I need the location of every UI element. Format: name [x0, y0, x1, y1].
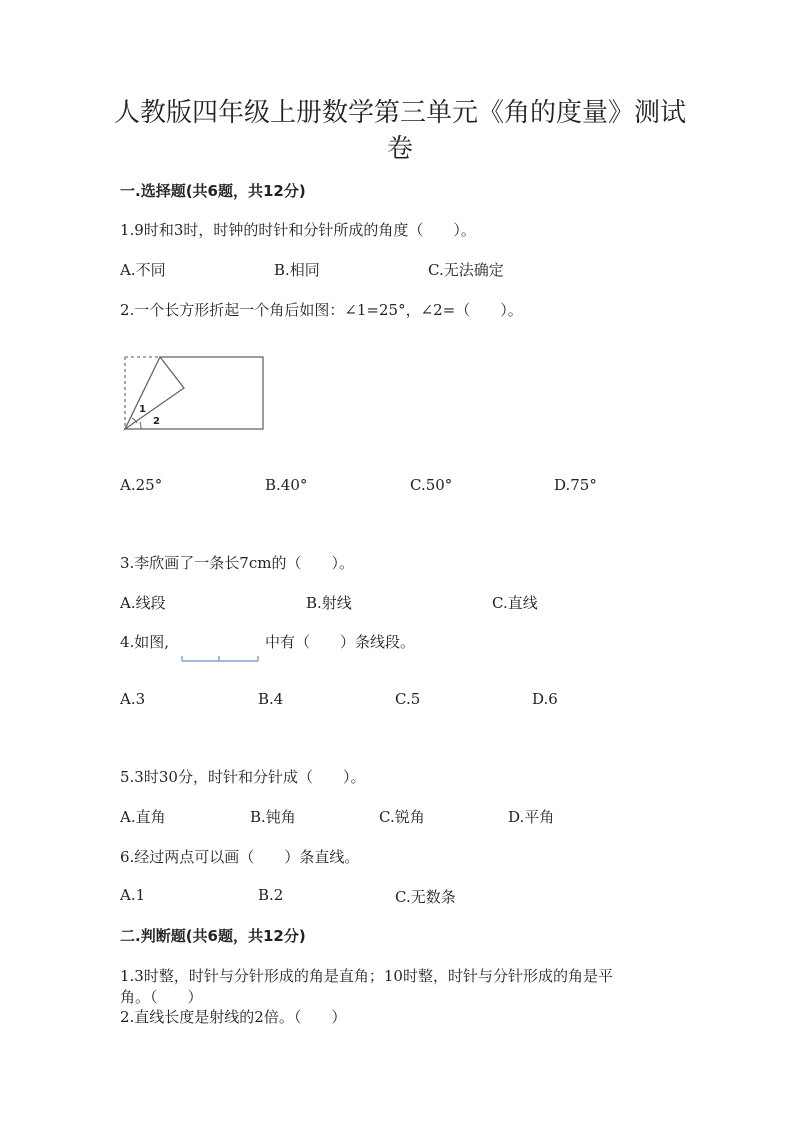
question-2: 2.一个长方形折起一个角后如图：∠1=25°，∠2=（ ）。 [120, 301, 523, 319]
question-5: 5.3时30分，时针和分针成（ ）。 [120, 768, 366, 786]
q6-option-a: A.1 [120, 886, 146, 904]
question-6: 6.经过两点可以画（ ）条直线。 [120, 848, 360, 866]
q3-option-c: C.直线 [492, 594, 538, 612]
q2-option-a: A.25° [120, 476, 163, 494]
q4-option-b: B.4 [258, 690, 284, 708]
angle-2-arc [140, 422, 141, 429]
question-4-prefix: 4.如图, [120, 633, 170, 651]
q2-option-c: C.50° [410, 476, 453, 494]
q5-option-c: C.锐角 [379, 808, 425, 826]
judge-1-line-2: 角。（ ） [120, 988, 203, 1006]
q4-option-c: C.5 [395, 690, 421, 708]
q4-option-d: D.6 [532, 690, 558, 708]
page-title-line-1: 人教版四年级上册数学第三单元《角的度量》测试 [113, 98, 686, 128]
q2-option-b: B.40° [265, 476, 308, 494]
angle-2-label: 2 [153, 416, 160, 427]
segment-figure [180, 654, 262, 664]
page-title-line-2: 卷 [386, 134, 413, 164]
q3-option-b: B.射线 [306, 594, 352, 612]
question-3: 3.李欣画了一条长7cm的（ ）。 [120, 554, 354, 572]
q2-option-d: D.75° [554, 476, 597, 494]
q3-option-a: A.线段 [120, 594, 166, 612]
q5-option-a: A.直角 [120, 808, 166, 826]
q6-option-b: B.2 [258, 886, 284, 904]
judge-1-line-1: 1.3时整，时针与分针形成的角是直角；10时整，时针与分针形成的角是平 [120, 967, 613, 985]
section-heading-true-false: 二.判断题(共6题，共12分) [120, 927, 306, 945]
q1-option-b: B.相同 [274, 261, 320, 279]
folded-rectangle-figure [118, 350, 268, 436]
q4-option-a: A.3 [120, 690, 146, 708]
cover-top [124, 356, 160, 359]
q5-option-d: D.平角 [508, 808, 555, 826]
section-heading-choice: 一.选择题(共6题，共12分) [120, 182, 306, 200]
q1-option-a: A.不同 [120, 261, 166, 279]
angle-1-label: 1 [139, 404, 146, 415]
q1-option-c: C.无法确定 [428, 261, 504, 279]
question-1: 1.9时和3时，时钟的时针和分针所成的角度（ ）。 [120, 221, 476, 239]
q6-option-c: C.无数条 [395, 888, 456, 906]
q5-option-b: B.钝角 [250, 808, 296, 826]
question-4-suffix: 中有（ ）条线段。 [265, 633, 416, 651]
judge-2: 2.直线长度是射线的2倍。（ ） [120, 1008, 347, 1026]
